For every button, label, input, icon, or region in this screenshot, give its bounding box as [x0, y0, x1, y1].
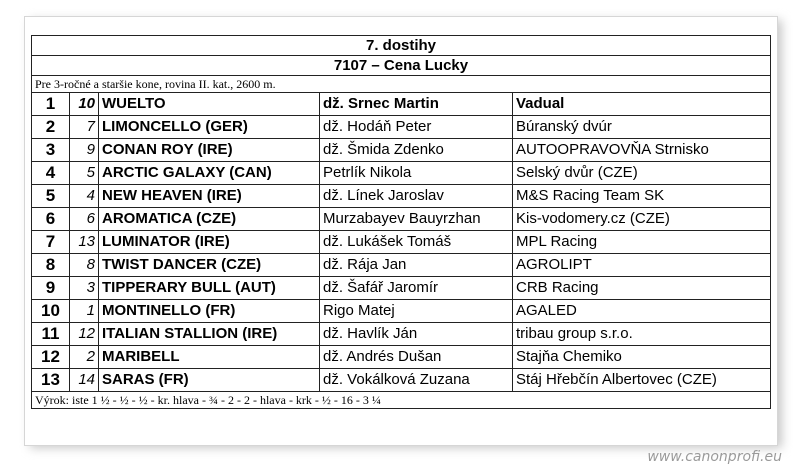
position-cell: 6: [32, 208, 70, 231]
horse-name-cell: LUMINATOR (IRE): [99, 231, 320, 254]
result-row: [32, 208, 771, 231]
jockey-cell: dž. Rája Jan: [320, 254, 513, 277]
result-row: [32, 369, 771, 392]
owner-cell: CRB Racing: [513, 277, 771, 300]
result-row: [32, 139, 771, 162]
horse-name-cell: LIMONCELLO (GER): [99, 116, 320, 139]
jockey-cell: dž. Línek Jaroslav: [320, 185, 513, 208]
owner-cell: AUTOOPRAVOVŇA Strnisko: [513, 139, 771, 162]
race-subtitle-row: [32, 56, 771, 76]
position-cell: 10: [32, 300, 70, 323]
results-table: [31, 35, 771, 409]
result-row: [32, 300, 771, 323]
start-number-cell: 6: [70, 208, 99, 231]
horse-name-cell: WUELTO: [99, 93, 320, 116]
horse-name-cell: MARIBELL: [99, 346, 320, 369]
owner-cell: Kis-vodomery.cz (CZE): [513, 208, 771, 231]
horse-name-cell: TIPPERARY BULL (AUT): [99, 277, 320, 300]
owner-cell: Vadual: [513, 93, 771, 116]
start-number-cell: 5: [70, 162, 99, 185]
start-number-cell: 2: [70, 346, 99, 369]
owner-cell: MPL Racing: [513, 231, 771, 254]
verdict-row: [32, 392, 771, 409]
start-number-cell: 7: [70, 116, 99, 139]
horse-name-cell: AROMATICA (CZE): [99, 208, 320, 231]
result-row: [32, 323, 771, 346]
jockey-cell: dž. Havlík Ján: [320, 323, 513, 346]
jockey-cell: Murzabayev Bauyrzhan: [320, 208, 513, 231]
race-subtitle: 7107 – Cena Lucky: [32, 56, 771, 76]
position-cell: 12: [32, 346, 70, 369]
owner-cell: Búranský dvúr: [513, 116, 771, 139]
position-cell: 8: [32, 254, 70, 277]
start-number-cell: 4: [70, 185, 99, 208]
start-number-cell: 8: [70, 254, 99, 277]
result-row: [32, 116, 771, 139]
position-cell: 4: [32, 162, 70, 185]
jockey-cell: dž. Lukášek Tomáš: [320, 231, 513, 254]
position-cell: 5: [32, 185, 70, 208]
owner-cell: Stáj Hřebčín Albertovec (CZE): [513, 369, 771, 392]
watermark: www.canonprofi.eu: [647, 449, 782, 465]
jockey-cell: dž. Hodáň Peter: [320, 116, 513, 139]
position-cell: 11: [32, 323, 70, 346]
verdict-text: Výrok: iste 1 ½ - ½ - ½ - kr. hlava - ¾ - 2 - 2 - hlava - krk - ½ - 16 - 3 ¼: [32, 392, 771, 409]
horse-name-cell: MONTINELLO (FR): [99, 300, 320, 323]
race-conditions: Pre 3-ročné a staršie kone, rovina II. kat., 2600 m.: [32, 76, 771, 93]
position-cell: 13: [32, 369, 70, 392]
race-title: 7. dostihy: [32, 36, 771, 56]
start-number-cell: 1: [70, 300, 99, 323]
jockey-cell: dž. Andrés Dušan: [320, 346, 513, 369]
start-number-cell: 13: [70, 231, 99, 254]
result-row: [32, 93, 771, 116]
jockey-cell: Rigo Matej: [320, 300, 513, 323]
start-number-cell: 14: [70, 369, 99, 392]
jockey-cell: Petrlík Nikola: [320, 162, 513, 185]
position-cell: 7: [32, 231, 70, 254]
race-title-row: [32, 36, 771, 56]
jockey-cell: dž. Srnec Martin: [320, 93, 513, 116]
result-row: [32, 231, 771, 254]
owner-cell: AGALED: [513, 300, 771, 323]
result-row: [32, 254, 771, 277]
start-number-cell: 12: [70, 323, 99, 346]
position-cell: 2: [32, 116, 70, 139]
jockey-cell: dž. Šmida Zdenko: [320, 139, 513, 162]
horse-name-cell: TWIST DANCER (CZE): [99, 254, 320, 277]
position-cell: 3: [32, 139, 70, 162]
owner-cell: Stajňa Chemiko: [513, 346, 771, 369]
horse-name-cell: NEW HEAVEN (IRE): [99, 185, 320, 208]
horse-name-cell: ITALIAN STALLION (IRE): [99, 323, 320, 346]
start-number-cell: 10: [70, 93, 99, 116]
start-number-cell: 3: [70, 277, 99, 300]
jockey-cell: dž. Šafář Jaromír: [320, 277, 513, 300]
horse-name-cell: ARCTIC GALAXY (CAN): [99, 162, 320, 185]
owner-cell: Selský dvůr (CZE): [513, 162, 771, 185]
horse-name-cell: SARAS (FR): [99, 369, 320, 392]
owner-cell: AGROLIPT: [513, 254, 771, 277]
start-number-cell: 9: [70, 139, 99, 162]
owner-cell: tribau group s.r.o.: [513, 323, 771, 346]
result-row: [32, 346, 771, 369]
result-row: [32, 185, 771, 208]
result-row: [32, 277, 771, 300]
owner-cell: M&S Racing Team SK: [513, 185, 771, 208]
position-cell: 1: [32, 93, 70, 116]
result-row: [32, 162, 771, 185]
horse-name-cell: CONAN ROY (IRE): [99, 139, 320, 162]
document-page: [24, 16, 778, 446]
position-cell: 9: [32, 277, 70, 300]
jockey-cell: dž. Vokálková Zuzana: [320, 369, 513, 392]
race-conditions-row: [32, 76, 771, 93]
